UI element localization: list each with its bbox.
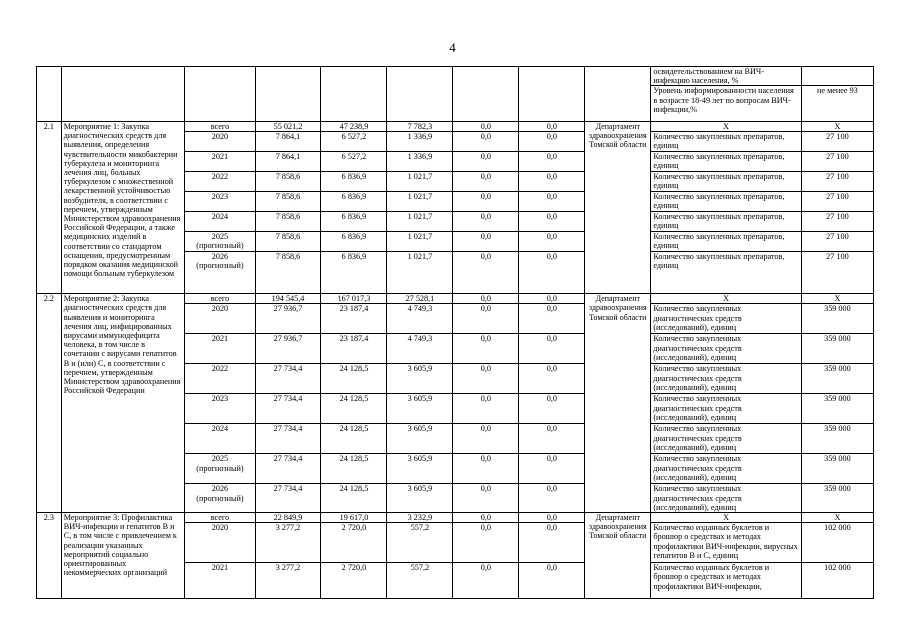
regional-cell: 3 605,9 [387, 394, 453, 424]
indicator-cell: Количество закупленных диагностических средств (исследований), единиц [651, 484, 801, 513]
local-cell: 0,0 [453, 122, 519, 132]
other-cell: 0,0 [519, 152, 585, 172]
indicator-cell: Х [651, 294, 801, 304]
indicator-cell: Количество закупленных диагностических средств (исследований), единиц [651, 334, 801, 364]
executor-cell: Департамент здравоохранения Томской области [585, 513, 651, 599]
indicator-value-cell: 359 000 [801, 364, 873, 394]
indicator-value-cell: 359 000 [801, 454, 873, 484]
federal-cell: 2 720,0 [321, 563, 387, 599]
other-cell: 0,0 [519, 334, 585, 364]
section-title: Мероприятие 3: Профилактика ВИЧ-инфекции и гепатитов В и С, в том числе с привлечением к реализации указанных мероприятий социально ориентированных некоммерческих организаций [61, 513, 185, 599]
total-cell: 7 858,6 [255, 232, 321, 252]
total-cell: 3 277,2 [255, 523, 321, 563]
local-cell: 0,0 [453, 294, 519, 304]
total-cell: 7 858,6 [255, 212, 321, 232]
indicator-value: не менее 93 [802, 85, 873, 95]
total-cell: 22 849,9 [255, 513, 321, 523]
federal-cell: 24 128,5 [321, 394, 387, 424]
regional-cell: 3 232,9 [387, 513, 453, 523]
regional-cell: 3 605,9 [387, 424, 453, 454]
year-cell: 2020 [185, 523, 255, 563]
indicator-cell: Количество закупленных препаратов, единиц [651, 192, 801, 212]
federal-cell: 6 836,9 [321, 252, 387, 294]
year-cell: 2020 [185, 304, 255, 334]
local-cell: 0,0 [453, 513, 519, 523]
indicator-value-cell: 27 100 [801, 132, 873, 152]
regional-cell: 1 336,9 [387, 132, 453, 152]
indicator-value-cell: Х [801, 294, 873, 304]
other-cell: 0,0 [519, 454, 585, 484]
year-cell: 2021 [185, 152, 255, 172]
federal-cell: 6 836,9 [321, 212, 387, 232]
indicator-value-cell: 359 000 [801, 484, 873, 513]
indicator-cell: Количество изданных буклетов и брошюр о средствах и методах профилактики ВИЧ-инфекции, [651, 563, 801, 599]
table-row [37, 294, 874, 304]
year-cell: 2024 [185, 424, 255, 454]
other-cell: 0,0 [519, 563, 585, 599]
local-cell: 0,0 [453, 152, 519, 172]
other-cell: 0,0 [519, 513, 585, 523]
total-cell: 27 734,4 [255, 484, 321, 513]
local-cell: 0,0 [453, 232, 519, 252]
regional-cell: 557,2 [387, 563, 453, 599]
indicator-cell: Количество закупленных препаратов, единиц [651, 252, 801, 294]
local-cell: 0,0 [453, 563, 519, 599]
table-row [37, 513, 874, 523]
local-cell: 0,0 [453, 484, 519, 513]
indicator-cell: Количество закупленных препаратов, единиц [651, 232, 801, 252]
year-cell: 2023 [185, 192, 255, 212]
indicator-value-cell: Х [801, 513, 873, 523]
other-cell: 0,0 [519, 484, 585, 513]
indicator-value-cell: 27 100 [801, 232, 873, 252]
continuation-row [37, 67, 874, 122]
local-cell: 0,0 [453, 132, 519, 152]
local-cell: 0,0 [453, 304, 519, 334]
local-cell: 0,0 [453, 364, 519, 394]
other-cell: 0,0 [519, 523, 585, 563]
year-cell: 2023 [185, 394, 255, 424]
other-cell: 0,0 [519, 304, 585, 334]
indicator-value-cell: Х [801, 122, 873, 132]
local-cell: 0,0 [453, 424, 519, 454]
other-cell: 0,0 [519, 192, 585, 212]
indicator-value-cell: 27 100 [801, 172, 873, 192]
federal-cell: 19 617,0 [321, 513, 387, 523]
total-cell: 27 734,4 [255, 364, 321, 394]
year-cell: 2026 (прогнозный) [185, 484, 255, 513]
year-cell: 2021 [185, 563, 255, 599]
federal-cell: 6 836,9 [321, 172, 387, 192]
federal-cell: 167 017,3 [321, 294, 387, 304]
regional-cell: 1 336,9 [387, 152, 453, 172]
other-cell: 0,0 [519, 212, 585, 232]
indicator-value-cell: 359 000 [801, 424, 873, 454]
federal-cell: 6 836,9 [321, 192, 387, 212]
year-cell: 2022 [185, 172, 255, 192]
year-cell: 2024 [185, 212, 255, 232]
total-cell: 7 858,6 [255, 252, 321, 294]
indicator-cell: Количество закупленных препаратов, единиц [651, 212, 801, 232]
regional-cell: 3 605,9 [387, 364, 453, 394]
year-cell: 2026 (прогнозный) [185, 252, 255, 294]
program-table [36, 66, 874, 599]
other-cell: 0,0 [519, 232, 585, 252]
total-cell: 27 936,7 [255, 334, 321, 364]
year-cell: всего [185, 513, 255, 523]
year-cell: 2020 [185, 132, 255, 152]
indicator-value-cell [801, 67, 873, 122]
year-cell: всего [185, 122, 255, 132]
year-cell: 2025 (прогнозный) [185, 454, 255, 484]
regional-cell: 4 749,3 [387, 304, 453, 334]
indicator-cell: Количество закупленных диагностических средств (исследований), единиц [651, 304, 801, 334]
total-cell: 3 277,2 [255, 563, 321, 599]
federal-cell: 23 187,4 [321, 334, 387, 364]
section-number: 2.1 [37, 122, 62, 294]
indicator-text: освидетельствованием на ВИЧ-инфекцию населения, % [653, 67, 764, 86]
executor-cell: Департамент здравоохранения Томской области [585, 294, 651, 513]
indicator-cell: Количество закупленных диагностических средств (исследований), единиц [651, 394, 801, 424]
local-cell: 0,0 [453, 172, 519, 192]
indicator-cell: Количество закупленных диагностических средств (исследований), единиц [651, 364, 801, 394]
federal-cell: 24 128,5 [321, 484, 387, 513]
other-cell: 0,0 [519, 252, 585, 294]
total-cell: 55 021,2 [255, 122, 321, 132]
federal-cell: 6 527,2 [321, 132, 387, 152]
regional-cell: 7 782,3 [387, 122, 453, 132]
executor-cell: Департамент здравоохранения Томской области [585, 122, 651, 294]
total-cell: 7 858,6 [255, 192, 321, 212]
indicator-value-cell: 27 100 [801, 152, 873, 172]
section-number: 2.3 [37, 513, 62, 599]
other-cell: 0,0 [519, 172, 585, 192]
regional-cell: 557,2 [387, 523, 453, 563]
federal-cell: 24 128,5 [321, 364, 387, 394]
regional-cell: 1 021,7 [387, 212, 453, 232]
indicator-value-cell: 27 100 [801, 252, 873, 294]
year-cell: 2025 (прогнозный) [185, 232, 255, 252]
indicator-cell: Количество закупленных препаратов, единиц [651, 132, 801, 152]
indicator-cell: Количество закупленных диагностических средств (исследований), единиц [651, 454, 801, 484]
federal-cell: 24 128,5 [321, 424, 387, 454]
regional-cell: 1 021,7 [387, 192, 453, 212]
local-cell: 0,0 [453, 192, 519, 212]
regional-cell: 3 605,9 [387, 454, 453, 484]
indicator-text: Уровень информированности населения в возрасте 18-49 лет по вопросам ВИЧ-инфекции,% [651, 85, 800, 114]
other-cell: 0,0 [519, 424, 585, 454]
local-cell: 0,0 [453, 523, 519, 563]
other-cell: 0,0 [519, 122, 585, 132]
year-cell: 2022 [185, 364, 255, 394]
federal-cell: 24 128,5 [321, 454, 387, 484]
federal-cell: 47 238,9 [321, 122, 387, 132]
indicator-value-cell: 102 000 [801, 523, 873, 563]
total-cell: 7 864,1 [255, 132, 321, 152]
total-cell: 194 545,4 [255, 294, 321, 304]
indicator-value-cell: 27 100 [801, 192, 873, 212]
local-cell: 0,0 [453, 394, 519, 424]
indicator-cell [651, 67, 801, 122]
local-cell: 0,0 [453, 212, 519, 232]
local-cell: 0,0 [453, 454, 519, 484]
indicator-cell: Х [651, 122, 801, 132]
regional-cell: 27 528,1 [387, 294, 453, 304]
indicator-cell: Х [651, 513, 801, 523]
federal-cell: 23 187,4 [321, 304, 387, 334]
federal-cell: 2 720,0 [321, 523, 387, 563]
federal-cell: 6 527,2 [321, 152, 387, 172]
total-cell: 27 734,4 [255, 424, 321, 454]
table-row [37, 122, 874, 132]
indicator-cell: Количество изданных буклетов и брошюр о средствах и методах профилактики ВИЧ-инфекции, вирусных гепатитов В и С, единиц [651, 523, 801, 563]
total-cell: 27 734,4 [255, 394, 321, 424]
indicator-cell: Количество закупленных препаратов, единиц [651, 172, 801, 192]
regional-cell: 1 021,7 [387, 172, 453, 192]
other-cell: 0,0 [519, 364, 585, 394]
other-cell: 0,0 [519, 132, 585, 152]
regional-cell: 4 749,3 [387, 334, 453, 364]
other-cell: 0,0 [519, 394, 585, 424]
regional-cell: 1 021,7 [387, 232, 453, 252]
indicator-cell: Количество закупленных препаратов, единиц [651, 152, 801, 172]
other-cell: 0,0 [519, 294, 585, 304]
section-number: 2.2 [37, 294, 62, 513]
page-number: 4 [449, 40, 456, 55]
section-title: Мероприятие 1: Закупка диагностических средств для выявления, определения чувствительности микобактерии туберкулеза и мониторинга лечения лиц, больных туберкулезом с множественной лекарственной устойчивостью возбудителя, в соответствии с перечнем, утвержденным Министерством здравоохранения Российской Федерации, а также медицинских изделий в соответствии со стандартом оснащения, предусмотренным порядком оказания медицинской помощи больным туберкулезом [61, 122, 185, 294]
total-cell: 7 864,1 [255, 152, 321, 172]
total-cell: 7 858,6 [255, 172, 321, 192]
year-cell: 2021 [185, 334, 255, 364]
indicator-value-cell: 359 000 [801, 304, 873, 334]
indicator-value-cell: 359 000 [801, 334, 873, 364]
regional-cell: 1 021,7 [387, 252, 453, 294]
local-cell: 0,0 [453, 334, 519, 364]
total-cell: 27 734,4 [255, 454, 321, 484]
local-cell: 0,0 [453, 252, 519, 294]
total-cell: 27 936,7 [255, 304, 321, 334]
section-title: Мероприятие 2: Закупка диагностических средств для выявления и мониторинга лечения лиц, инфицированных вирусами иммунодефицита человека, в том числе в сочетании с вирусами гепатитов В и (или) С, в соответствии с перечнем, утвержденным Министерством здравоохранения Российской Федерации [61, 294, 185, 513]
year-cell: всего [185, 294, 255, 304]
indicator-value-cell: 27 100 [801, 212, 873, 232]
regional-cell: 3 605,9 [387, 484, 453, 513]
federal-cell: 6 836,9 [321, 232, 387, 252]
indicator-value-cell: 102 000 [801, 563, 873, 599]
indicator-cell: Количество закупленных диагностических средств (исследований), единиц [651, 424, 801, 454]
indicator-value-cell: 359 000 [801, 394, 873, 424]
